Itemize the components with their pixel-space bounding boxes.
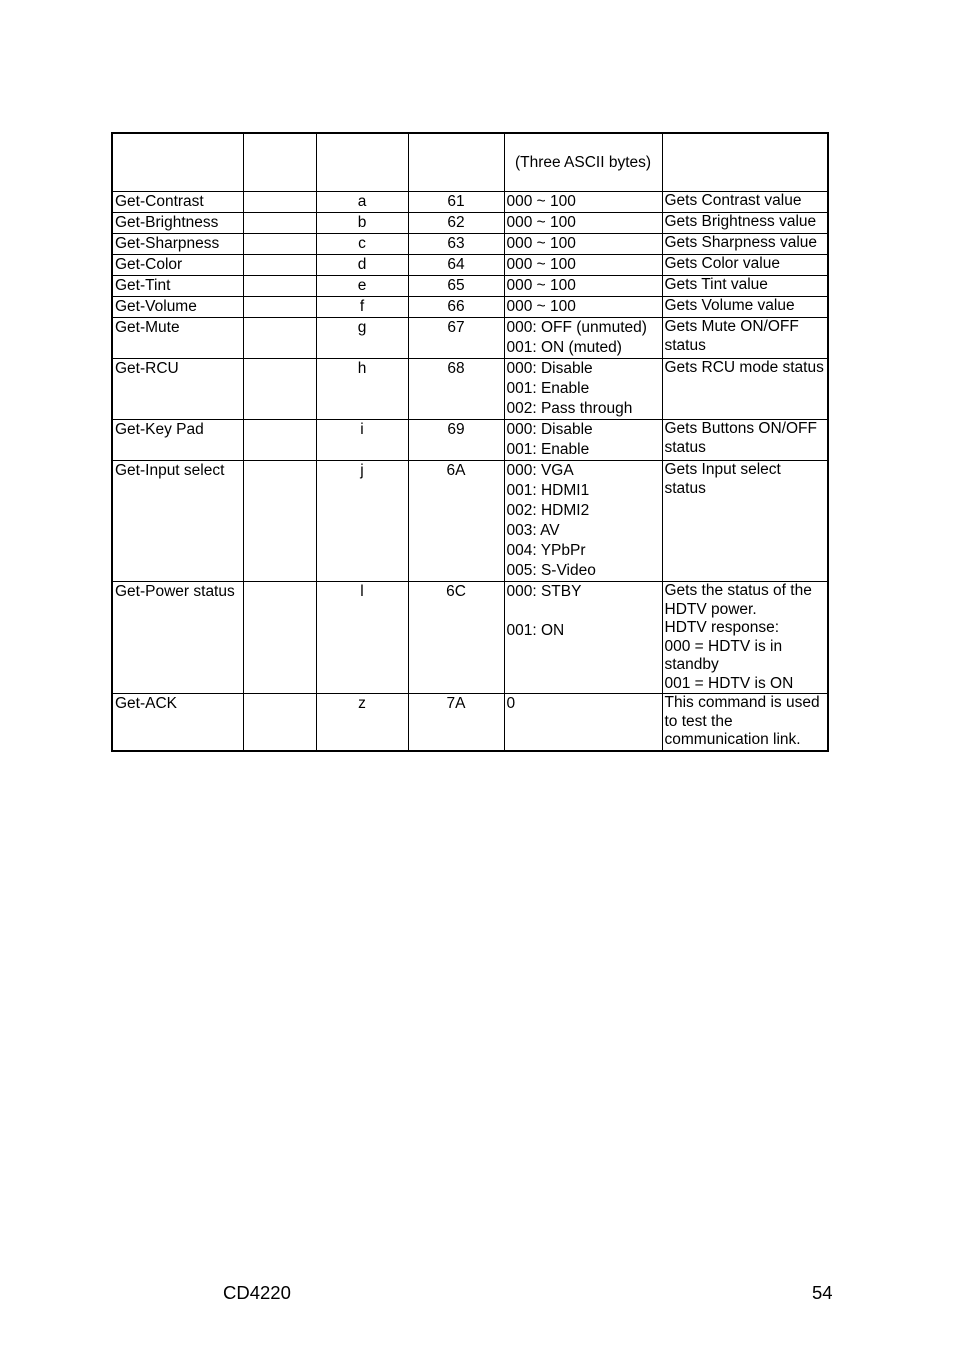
description-cell [662, 420, 828, 461]
empty-cell [243, 255, 316, 276]
description-text: Gets Brightness value [664, 213, 817, 230]
description-cell [662, 255, 828, 276]
command-code-cell: z [316, 694, 408, 751]
description-text: Gets Contrast value [664, 192, 802, 209]
command-name-cell: Get-RCU [112, 359, 243, 420]
description-text: Gets Mute ON/OFF status [664, 318, 799, 354]
description-cell [662, 192, 828, 213]
header-cell [243, 133, 316, 192]
hex-code-cell: 65 [408, 276, 504, 297]
command-code-cell: j [316, 461, 408, 582]
table-row [112, 694, 828, 751]
description-text: Gets Volume value [664, 297, 795, 314]
table-row [112, 213, 828, 234]
empty-cell [243, 461, 316, 582]
header-cell-values: (Three ASCII bytes) [504, 133, 662, 192]
hex-code-cell: 6A [408, 461, 504, 582]
value-line: 001: ON (muted) [506, 339, 622, 356]
table-row [112, 318, 828, 359]
description-text: Gets Input select status [664, 461, 781, 497]
value-line: 000: Disable [506, 360, 593, 377]
values-cell [504, 694, 662, 751]
footer-page-number: 54 [812, 1282, 833, 1303]
command-name-cell: Get-Input select [112, 461, 243, 582]
hex-code-cell: 6C [408, 582, 504, 694]
value-line: 001: ON [506, 622, 565, 639]
table-row [112, 297, 828, 318]
header-cell [408, 133, 504, 192]
command-code-cell: g [316, 318, 408, 359]
hex-code-cell: 66 [408, 297, 504, 318]
description-text: This command is used to test the communication link. [664, 694, 820, 748]
command-code-cell: h [316, 359, 408, 420]
values-cell [504, 461, 662, 582]
table-row [112, 461, 828, 582]
table-row [112, 359, 828, 420]
description-cell [662, 234, 828, 255]
empty-cell [243, 213, 316, 234]
empty-cell [243, 420, 316, 461]
value-line: 002: Pass through [506, 400, 633, 417]
hex-code-cell: 69 [408, 420, 504, 461]
table-row [112, 192, 828, 213]
values-cell [504, 318, 662, 359]
header-cell [662, 133, 828, 192]
hex-code-cell: 61 [408, 192, 504, 213]
values-cell [504, 582, 662, 694]
empty-cell [243, 694, 316, 751]
description-extra-line: HDTV response: [664, 619, 780, 636]
value-line: 003: AV [506, 522, 560, 539]
table-body [112, 192, 828, 751]
command-name-cell: Get-Contrast [112, 192, 243, 213]
description-text: Gets RCU mode status [664, 359, 824, 376]
hex-code-cell: 68 [408, 359, 504, 420]
values-cell [504, 234, 662, 255]
values-cell [504, 420, 662, 461]
description-cell [662, 318, 828, 359]
empty-cell [243, 359, 316, 420]
value-line: 000: OFF (unmuted) [506, 319, 647, 336]
description-extra-line: 000 = HDTV is in standby [664, 637, 783, 673]
empty-cell [243, 192, 316, 213]
footer-model-name: CD4220 [223, 1282, 291, 1303]
value-line: 000: Disable [506, 421, 593, 438]
header-cell [112, 133, 243, 192]
hex-code-cell: 63 [408, 234, 504, 255]
values-cell [504, 192, 662, 213]
description-text: Gets Color value [664, 255, 780, 272]
description-cell [662, 297, 828, 318]
value-line: 004: YPbPr [506, 542, 586, 559]
command-name-cell: Get-Tint [112, 276, 243, 297]
description-text: Gets Buttons ON/OFF status [664, 420, 817, 456]
command-name-cell: Get-Color [112, 255, 243, 276]
command-name-cell: Get-Key Pad [112, 420, 243, 461]
command-code-cell: d [316, 255, 408, 276]
hex-code-cell: 62 [408, 213, 504, 234]
command-code-cell: b [316, 213, 408, 234]
command-name-cell: Get-Sharpness [112, 234, 243, 255]
values-cell [504, 213, 662, 234]
value-line: 000 ~ 100 [506, 214, 576, 231]
description-text: Gets Sharpness value [664, 234, 818, 251]
command-name-cell: Get-ACK [112, 694, 243, 751]
header-cell [316, 133, 408, 192]
command-name-cell: Get-Volume [112, 297, 243, 318]
table-row [112, 276, 828, 297]
command-name-cell: Get-Power status [112, 582, 243, 694]
command-code-cell: l [316, 582, 408, 694]
value-line: 005: S-Video [506, 562, 596, 579]
description-cell [662, 359, 828, 420]
value-line: 000 ~ 100 [506, 193, 576, 210]
table-row [112, 420, 828, 461]
command-code-cell: a [316, 192, 408, 213]
value-line: 002: HDMI2 [506, 502, 590, 519]
description-cell [662, 694, 828, 751]
hex-code-cell: 7A [408, 694, 504, 751]
empty-cell [243, 582, 316, 694]
value-line: 0 [506, 695, 516, 712]
command-table [111, 132, 829, 752]
command-code-cell: e [316, 276, 408, 297]
values-cell [504, 359, 662, 420]
command-name-cell: Get-Mute [112, 318, 243, 359]
value-line [507, 602, 660, 621]
value-line: 001: Enable [506, 380, 590, 397]
value-line: 000: STBY [506, 583, 582, 600]
table-header-row [112, 133, 828, 192]
hex-code-cell: 67 [408, 318, 504, 359]
values-cell [504, 297, 662, 318]
value-line: 001: Enable [506, 441, 590, 458]
value-line: 001: HDMI1 [506, 482, 590, 499]
command-code-cell: c [316, 234, 408, 255]
command-code-cell: i [316, 420, 408, 461]
description-cell [662, 276, 828, 297]
table-row [112, 255, 828, 276]
description-text: Gets the status of the HDTV power. [664, 582, 812, 618]
empty-cell [243, 297, 316, 318]
table-row [112, 582, 828, 694]
description-extra-line: 001 = HDTV is ON [664, 674, 794, 692]
description-cell [662, 213, 828, 234]
value-line: 000 ~ 100 [506, 256, 576, 273]
values-cell [504, 276, 662, 297]
description-cell [662, 461, 828, 582]
description-text: Gets Tint value [664, 276, 768, 293]
value-line: 000 ~ 100 [506, 235, 576, 252]
command-name-cell: Get-Brightness [112, 213, 243, 234]
command-code-cell: f [316, 297, 408, 318]
description-cell [662, 582, 828, 694]
empty-cell [243, 318, 316, 359]
value-line: 000 ~ 100 [506, 298, 576, 315]
value-line: 000: VGA [506, 462, 574, 479]
values-cell [504, 255, 662, 276]
empty-cell [243, 276, 316, 297]
empty-cell [243, 234, 316, 255]
hex-code-cell: 64 [408, 255, 504, 276]
table-row [112, 234, 828, 255]
value-line: 000 ~ 100 [506, 277, 576, 294]
